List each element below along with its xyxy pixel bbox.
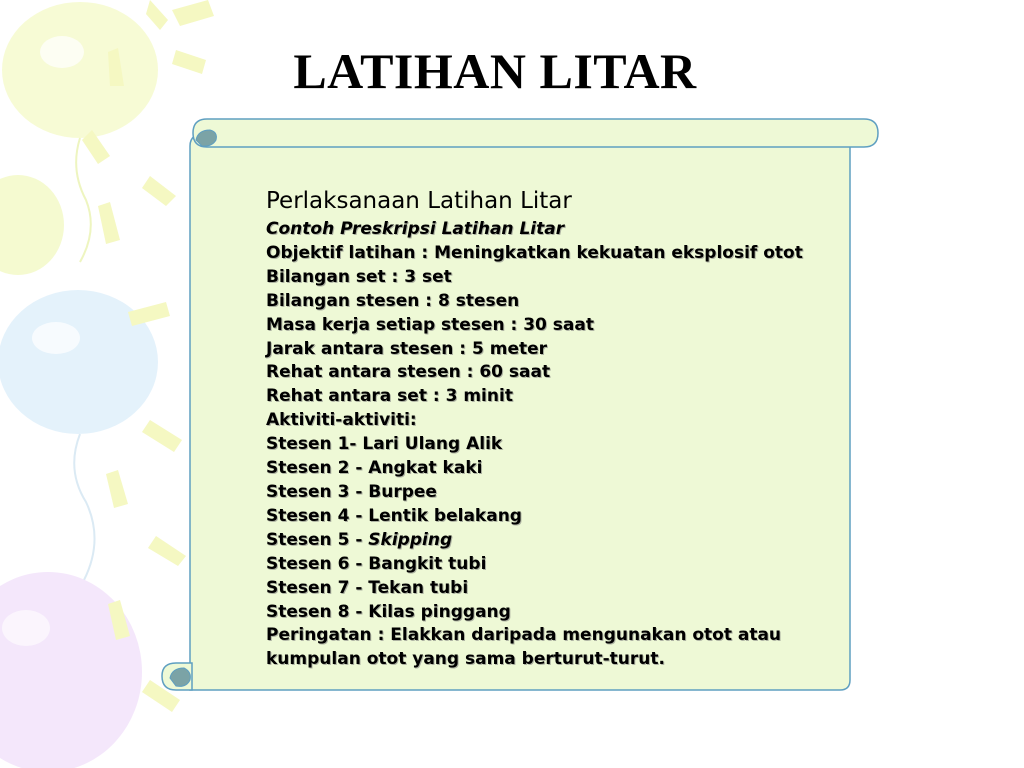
station-line-5 [266, 529, 846, 553]
subheading: Contoh Preskripsi Latihan Litar [266, 219, 565, 239]
text-line: Rehat antara set : 3 minit [266, 386, 513, 407]
text-line: Objektif latihan : Meningkatkan kekuatan eksplosif otot [266, 242, 803, 263]
text-line: Jarak antara stesen : 5 meter [266, 338, 548, 359]
warning-line: kumpulan otot yang sama berturut-turut. [266, 649, 665, 670]
station-line: Stesen 3 - Burpee [266, 481, 437, 502]
text-line: Bilangan stesen : 8 stesen [266, 290, 520, 311]
scroll-content [266, 184, 846, 672]
station-name-italic: Skipping [368, 529, 453, 550]
text-line: Masa kerja setiap stesen : 30 saat [266, 314, 594, 335]
station-line: Stesen 8 - Kilas pinggang [266, 601, 511, 622]
section-heading: Perlaksanaan Latihan Litar [266, 188, 572, 214]
station-line: Stesen 7 - Tekan tubi [266, 577, 469, 598]
station-line: Stesen 2 - Angkat kaki [266, 458, 483, 479]
text-line: Aktiviti-aktiviti: [266, 410, 417, 431]
station-prefix: Stesen 5 - [266, 529, 369, 550]
text-line: Bilangan set : 3 set [266, 266, 452, 287]
text-line: Rehat antara stesen : 60 saat [266, 362, 551, 383]
station-line: Stesen 6 - Bangkit tubi [266, 553, 487, 574]
warning-line: Peringatan : Elakkan daripada mengunakan otot atau [266, 625, 782, 646]
page-title: LATIHAN LITAR [293, 43, 697, 99]
station-line: Stesen 4 - Lentik belakang [266, 505, 522, 526]
station-line: Stesen 1- Lari Ulang Alik [266, 434, 503, 455]
